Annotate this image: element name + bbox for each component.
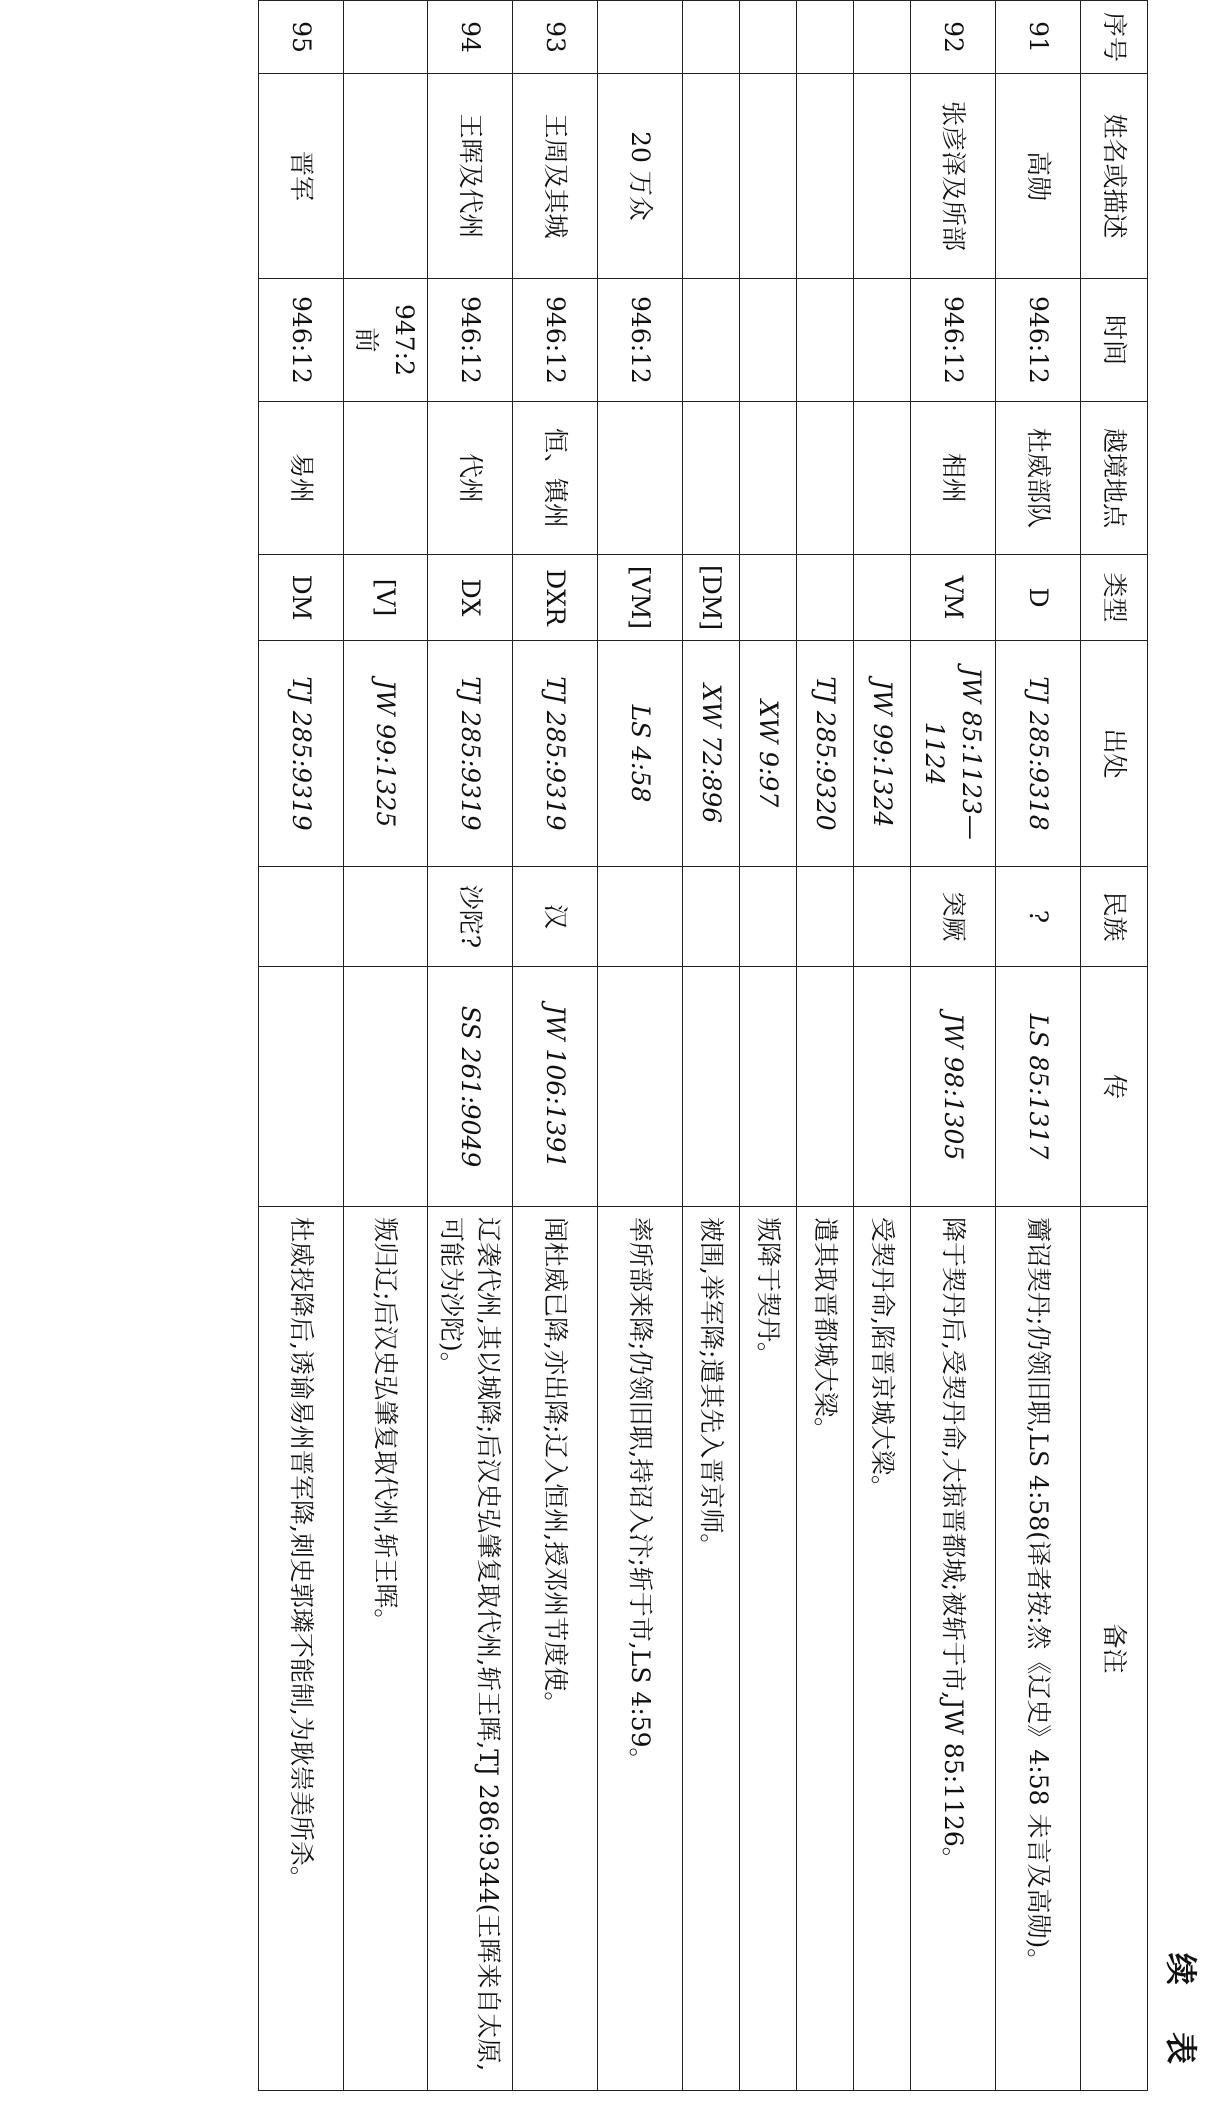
cell-name: 王晖及代州 — [428, 74, 513, 279]
cell-notes: 被围,举军降;遣其先入晋京师。 — [683, 1207, 740, 2091]
cell-time — [740, 279, 797, 402]
table-row — [911, 1, 996, 2091]
cell-ethnicity — [344, 867, 428, 967]
cell-name: 王周及其城 — [513, 74, 598, 279]
cell-time: 946:12 — [259, 279, 344, 402]
defectors-table — [258, 0, 1148, 2091]
cell-type — [797, 555, 854, 641]
cell-time — [854, 279, 911, 402]
cell-ethnicity — [854, 867, 911, 967]
cell-source: TJ 285:9320 — [797, 641, 854, 867]
cell-index — [344, 1, 428, 74]
cell-type — [740, 555, 797, 641]
cell-type — [854, 555, 911, 641]
cell-source: TJ 285:9319 — [428, 641, 513, 867]
cell-location: 杜威部队 — [996, 402, 1081, 555]
cell-notes: 降于契丹后,受契丹命,大掠晋都城;被斩于市,JW 85:1126。 — [911, 1207, 996, 2091]
cell-type: [VM] — [598, 555, 683, 641]
cell-biography — [797, 967, 854, 1207]
cell-ethnicity: 突厥 — [911, 867, 996, 967]
cell-name — [344, 74, 428, 279]
cell-biography: JW 98:1305 — [911, 967, 996, 1207]
cell-location — [598, 402, 683, 555]
header-biography: 传 — [1081, 967, 1148, 1207]
cell-location: 代州 — [428, 402, 513, 555]
header-name: 姓名或描述 — [1081, 74, 1148, 279]
cell-time: 946:12 — [598, 279, 683, 402]
cell-location — [854, 402, 911, 555]
cell-source: TJ 285:9319 — [513, 641, 598, 867]
cell-index — [740, 1, 797, 74]
cell-source: TJ 285:9319 — [259, 641, 344, 867]
cell-name — [683, 74, 740, 279]
cell-name — [854, 74, 911, 279]
cell-type: VM — [911, 555, 996, 641]
table-row — [259, 1, 344, 2091]
cell-index: 91 — [996, 1, 1081, 74]
cell-time: 946:12 — [513, 279, 598, 402]
cell-biography — [598, 967, 683, 1207]
cell-time: 946:12 — [911, 279, 996, 402]
cell-source: XW 9:97 — [740, 641, 797, 867]
cell-source: JW 99:1325 — [344, 641, 428, 867]
cell-time: 946:12 — [996, 279, 1081, 402]
header-source: 出处 — [1081, 641, 1148, 867]
cell-index — [797, 1, 854, 74]
header-index: 序号 — [1081, 1, 1148, 74]
cell-index: 95 — [259, 1, 344, 74]
cell-source: JW 85:1123—1124 — [911, 641, 996, 867]
cell-index: 93 — [513, 1, 598, 74]
cell-name — [797, 74, 854, 279]
cell-type: DXR — [513, 555, 598, 641]
cell-name: 晋军 — [259, 74, 344, 279]
cell-biography: LS 85:1317 — [996, 967, 1081, 1207]
cell-source: LS 4:58 — [598, 641, 683, 867]
cell-location: 易州 — [259, 402, 344, 555]
cell-notes: 齎诏契丹;仍领旧职,LS 4:58(译者按:然《辽史》4:58 未言及高勋)。 — [996, 1207, 1081, 2091]
table-row — [683, 1, 740, 2091]
header-ethnicity: 民族 — [1081, 867, 1148, 967]
cell-index — [854, 1, 911, 74]
cell-source: XW 72:896 — [683, 641, 740, 867]
cell-ethnicity — [683, 867, 740, 967]
cell-type: D — [996, 555, 1081, 641]
cell-index: 94 — [428, 1, 513, 74]
cell-notes: 闻杜威已降,亦出降;辽入恒州,授邓州节度使。 — [513, 1207, 598, 2091]
cell-index — [598, 1, 683, 74]
header-time: 时间 — [1081, 279, 1148, 402]
table-row — [797, 1, 854, 2091]
header-row — [1081, 1, 1148, 2091]
header-type: 类型 — [1081, 555, 1148, 641]
cell-biography — [854, 967, 911, 1207]
cell-notes: 辽袭代州,其以城降;后汉史弘肇复取代州,斩王晖,TJ 286:9344(王晖来自太原,可能为沙陀)。 — [428, 1207, 513, 2091]
table-row — [344, 1, 428, 2091]
table-row — [854, 1, 911, 2091]
table-row — [513, 1, 598, 2091]
table-row — [598, 1, 683, 2091]
cell-index — [683, 1, 740, 74]
table-row — [428, 1, 513, 2091]
cell-source: JW 99:1324 — [854, 641, 911, 867]
header-location: 越境地点 — [1081, 402, 1148, 555]
cell-biography — [683, 967, 740, 1207]
table-row — [996, 1, 1081, 2091]
cell-type: DM — [259, 555, 344, 641]
cell-notes: 率所部来降;仍领旧职,持诏入汴;斩于市,LS 4:59。 — [598, 1207, 683, 2091]
cell-location — [740, 402, 797, 555]
cell-notes: 受契丹命,陷晋京城大梁。 — [854, 1207, 911, 2091]
cell-location: 相州 — [911, 402, 996, 555]
cell-notes: 遣其取晋都城大梁。 — [797, 1207, 854, 2091]
continued-table-label: 续 表 — [1162, 1952, 1200, 2082]
cell-name: 高勋 — [996, 74, 1081, 279]
cell-time: 946:12 — [428, 279, 513, 402]
cell-name: 张彦泽及所部 — [911, 74, 996, 279]
cell-name — [740, 74, 797, 279]
cell-type: [V] — [344, 555, 428, 641]
cell-notes: 叛归辽;后汉史弘肇复取代州,斩王晖。 — [344, 1207, 428, 2091]
cell-type: DX — [428, 555, 513, 641]
cell-location: 恒、镇州 — [513, 402, 598, 555]
cell-ethnicity: 汉 — [513, 867, 598, 967]
table-row — [740, 1, 797, 2091]
cell-notes: 叛降于契丹。 — [740, 1207, 797, 2091]
cell-location — [344, 402, 428, 555]
cell-source: TJ 285:9318 — [996, 641, 1081, 867]
cell-notes: 杜威投降后,诱谕易州晋军降,刺史郭璘不能制,为耿崇美所杀。 — [259, 1207, 344, 2091]
cell-ethnicity — [598, 867, 683, 967]
cell-type: [DM] — [683, 555, 740, 641]
cell-biography: JW 106:1391 — [513, 967, 598, 1207]
cell-location — [797, 402, 854, 555]
cell-time — [683, 279, 740, 402]
cell-time: 947:2 前 — [344, 279, 428, 402]
cell-biography — [344, 967, 428, 1207]
cell-biography — [740, 967, 797, 1207]
cell-biography: SS 261:9049 — [428, 967, 513, 1207]
cell-ethnicity: ? — [996, 867, 1081, 967]
header-notes: 备注 — [1081, 1207, 1148, 2091]
cell-ethnicity — [797, 867, 854, 967]
cell-time — [797, 279, 854, 402]
cell-ethnicity — [740, 867, 797, 967]
cell-ethnicity: 沙陀? — [428, 867, 513, 967]
cell-biography — [259, 967, 344, 1207]
cell-index: 92 — [911, 1, 996, 74]
cell-ethnicity — [259, 867, 344, 967]
cell-name: 20 万众 — [598, 74, 683, 279]
cell-location — [683, 402, 740, 555]
